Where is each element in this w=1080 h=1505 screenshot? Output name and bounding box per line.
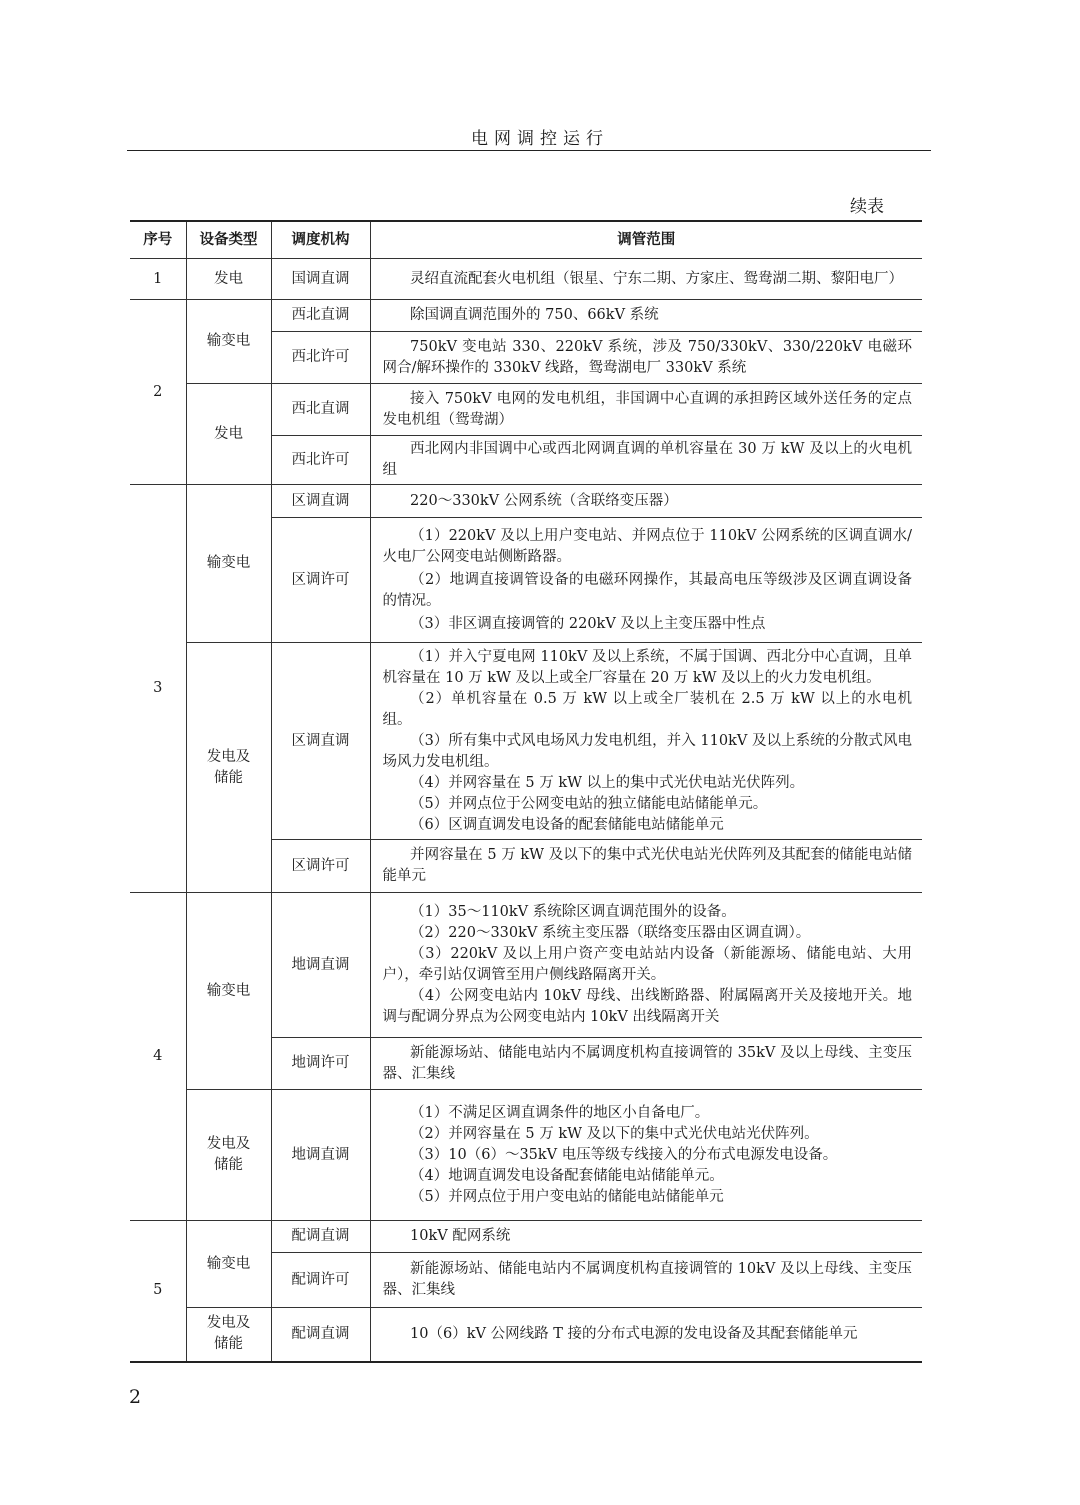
dispatch-org: 地调直调 <box>271 893 370 1038</box>
table-row <box>130 643 922 840</box>
table-header-row <box>130 221 922 259</box>
scope-line: 新能源场站、储能电站内不属调度机构直接调管的 10kV 及以上母线、主变压器、汇集线 <box>382 1261 912 1298</box>
scope-line: 220～330kV 公网系统（含联络变压器） <box>410 492 678 509</box>
scope-line: （2）单机容量在 0.5 万 kW 以上或全厂装机在 2.5 万 kW 以上的水电机组。 <box>382 690 912 728</box>
dispatch-org: 区调直调 <box>271 485 370 518</box>
dispatch-org: 西北许可 <box>271 332 370 384</box>
scope-line: （5）并网点位于公网变电站的独立储能电站储能单元。 <box>410 795 768 812</box>
scope-cell <box>370 384 922 436</box>
scope-line: （2）地调直接调管设备的电磁环网操作，其最高电压等级涉及区调直调设备的情况。 <box>382 571 912 609</box>
scope-line: （1）220kV 及以上用户变电站、并网点位于 110kV 公网系统的区调直调水/火电厂公网变电站侧断路器。 <box>382 527 912 565</box>
scope-line: 并网容量在 5 万 kW 及以下的集中式光伏电站光伏阵列及其配套的储能电站储能单元 <box>382 847 912 884</box>
scope-line: （3）220kV 及以上用户资产变电站站内设备（新能源场、储能电站、大用户），牵引站仅调管至用户侧线路隔离开关。 <box>382 946 912 983</box>
equipment-type: 输变电 <box>186 485 271 643</box>
scope-line: （5）并网点位于用户变电站的储能电站储能单元 <box>410 1188 724 1205</box>
table-row <box>130 1221 922 1253</box>
scope-line: （1）并入宁夏电网 110kV 及以上系统，不属于国调、西北分中心直调，且单机容量在 10 万 kW 及以上或全厂容量在 20 万 kW 及以上的火力发电机组。 <box>382 648 912 686</box>
scope-cell <box>370 259 922 300</box>
equipment-type: 输变电 <box>186 300 271 384</box>
dispatch-org: 西北许可 <box>271 436 370 485</box>
dispatch-org: 区调许可 <box>271 840 370 893</box>
scope-line: （2）220～330kV 系统主变压器（联络变压器由区调直调）。 <box>410 925 811 941</box>
dispatch-org: 区调许可 <box>271 518 370 643</box>
row-number: 3 <box>130 485 186 893</box>
continued-label: 续表 <box>850 197 884 217</box>
scope-line: （4）公网变电站内 10kV 母线、出线断路器、附属隔离开关及接地开关。地调与配调分界点为公网变电站内 10kV 出线隔离开关 <box>382 988 912 1025</box>
scope-cell <box>370 436 922 485</box>
scope-cell <box>370 1090 922 1221</box>
dispatch-org: 国调直调 <box>271 259 370 300</box>
scope-cell <box>370 485 922 518</box>
running-header: 电网调控运行 <box>471 129 609 149</box>
scope-cell <box>370 300 922 332</box>
scope-line: 接入 750kV 电网的发电机组，非国调中心直调的承担跨区域外送任务的定点发电机组（鸳鸯湖） <box>382 390 912 428</box>
dispatch-org: 配调直调 <box>271 1221 370 1253</box>
header-scope: 调管范围 <box>370 221 922 259</box>
header-equipment-type: 设备类型 <box>186 221 271 259</box>
header-dispatch-org: 调度机构 <box>271 221 370 259</box>
scope-line: 除国调直调范围外的 750、66kV 系统 <box>410 307 659 323</box>
table-row <box>130 1308 922 1362</box>
scope-cell <box>370 1308 922 1362</box>
table-row <box>130 485 922 518</box>
scope-cell <box>370 1038 922 1090</box>
dispatch-scope-table <box>130 220 922 1363</box>
scope-cell <box>370 1221 922 1253</box>
scope-cell <box>370 893 922 1038</box>
row-number: 1 <box>130 259 186 300</box>
table-row <box>130 893 922 1038</box>
scope-line: 750kV 变电站 330、220kV 系统，涉及 750/330kV、330/220kV 电磁环网合/解环操作的 330kV 线路，鸳鸯湖电厂 330kV 系统 <box>382 338 912 376</box>
dispatch-org: 西北直调 <box>271 300 370 332</box>
scope-line: 10kV 配网系统 <box>410 1228 511 1244</box>
header-no: 序号 <box>130 221 186 259</box>
dispatch-org: 西北直调 <box>271 384 370 436</box>
dispatch-org: 地调许可 <box>271 1038 370 1090</box>
scope-cell <box>370 1253 922 1308</box>
scope-cell <box>370 332 922 384</box>
scope-line: 新能源场站、储能电站内不属调度机构直接调管的 35kV 及以上母线、主变压器、汇集线 <box>382 1044 912 1082</box>
equipment-type: 发电及储能 <box>186 1090 271 1221</box>
dispatch-org: 配调直调 <box>271 1308 370 1362</box>
row-number: 4 <box>130 893 186 1221</box>
table-row <box>130 1090 922 1221</box>
row-number: 2 <box>130 300 186 485</box>
scope-cell <box>370 840 922 893</box>
table-row <box>130 384 922 436</box>
equipment-type: 发电及储能 <box>186 643 271 893</box>
scope-line: 10（6）kV 公网线路 T 接的分布式电源的发电设备及其配套储能单元 <box>410 1325 858 1342</box>
scope-line: （1）不满足区调直调条件的地区小自备电厂。 <box>410 1104 710 1121</box>
scope-line: （3）非区调直接调管的 220kV 及以上主变压器中性点 <box>410 615 766 632</box>
scope-line: 灵绍直流配套火电机组（银星、宁东二期、方家庄、鸳鸯湖二期、黎阳电厂） <box>410 270 904 287</box>
table-row <box>130 259 922 300</box>
table-row <box>130 300 922 332</box>
scope-line: 西北网内非国调中心或西北网调直调的单机容量在 30 万 kW 及以上的火电机组 <box>382 441 912 478</box>
equipment-type: 发电 <box>186 384 271 485</box>
page-number: 2 <box>129 1386 142 1408</box>
scope-line: （3）所有集中式风电场风力发电机组，并入 110kV 及以上系统的分散式风电场风力发电机组。 <box>382 732 912 770</box>
scope-line: （2）并网容量在 5 万 kW 及以下的集中式光伏电站光伏阵列。 <box>410 1125 819 1142</box>
dispatch-org: 配调许可 <box>271 1253 370 1308</box>
header-rule <box>127 150 931 151</box>
scope-line: （4）地调直调发电设备配套储能电站储能单元。 <box>410 1167 724 1184</box>
row-number: 5 <box>130 1221 186 1362</box>
equipment-type: 输变电 <box>186 1221 271 1308</box>
equipment-type: 发电及储能 <box>186 1308 271 1362</box>
dispatch-org: 区调直调 <box>271 643 370 840</box>
scope-line: （1）35～110kV 系统除区调直调范围外的设备。 <box>410 904 736 920</box>
scope-line: （6）区调直调发电设备的配套储能电站储能单元 <box>410 816 724 833</box>
scope-line: （3）10（6）～35kV 电压等级专线接入的分布式电源发电设备。 <box>410 1146 838 1163</box>
scope-cell <box>370 643 922 840</box>
dispatch-org: 地调直调 <box>271 1090 370 1221</box>
equipment-type: 发电 <box>186 259 271 300</box>
scope-cell <box>370 518 922 643</box>
scope-line: （4）并网容量在 5 万 kW 以上的集中式光伏电站光伏阵列。 <box>410 774 805 791</box>
equipment-type: 输变电 <box>186 893 271 1090</box>
